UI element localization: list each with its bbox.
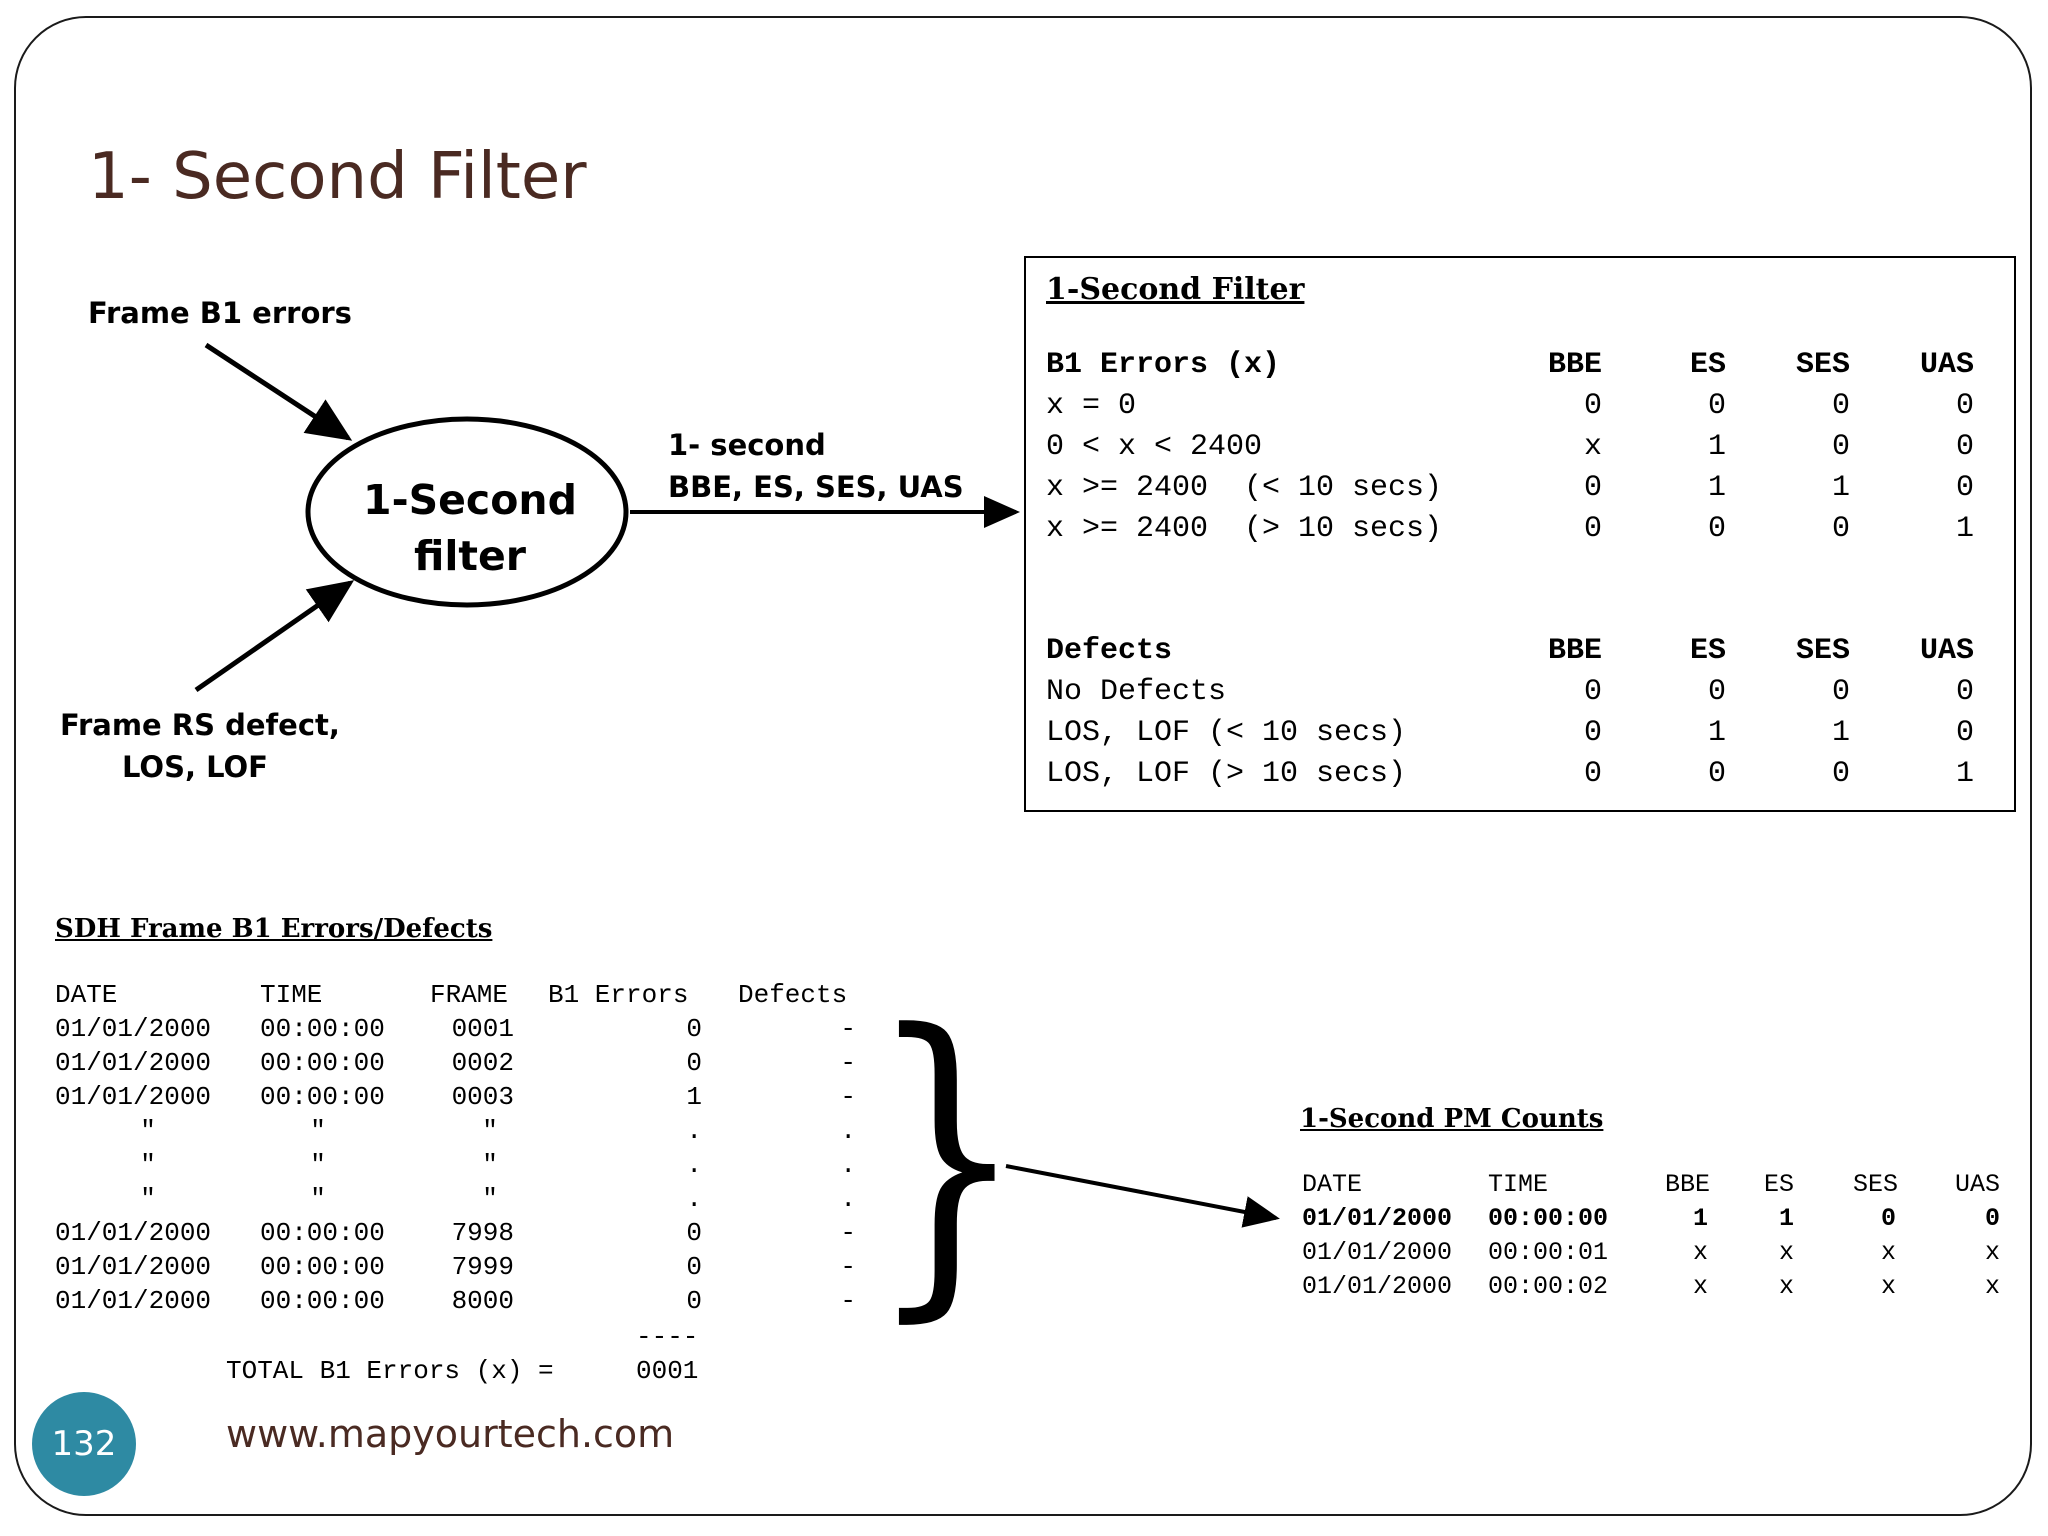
sdh-cell: - [840,1286,856,1316]
filter-header-cell: ES [1689,348,1726,382]
sdh-cell: 01/01/2000 [55,1286,212,1316]
pm-cell: x [1984,1272,2000,1301]
pm-cell: 0 [1880,1204,1896,1233]
sdh-cell: " [482,1150,498,1180]
pm-cell: 00:00:01 [1488,1238,1609,1267]
filter-cell: 1 [1831,471,1850,505]
sdh-cell: 0 [686,1286,702,1316]
filter-cell: 0 [1955,430,1974,464]
sdh-cell: " [310,1184,326,1214]
pm-cell: x [1880,1238,1896,1267]
filter-cell: 0 [1955,471,1974,505]
filter-header-cell: SES [1795,348,1850,382]
sdh-cell: . [686,1184,702,1214]
pm-header-cell: ES [1763,1170,1794,1199]
sdh-cell: 00:00:00 [260,1286,385,1316]
sdh-cell: 00:00:00 [260,1048,385,1078]
sdh-total-value: 0001 [636,1356,699,1386]
pm-cell: x [1880,1272,1896,1301]
filter-cell: x [1583,430,1602,464]
sdh-cell: " [310,1150,326,1180]
sdh-table-title: SDH Frame B1 Errors/Defects [55,914,493,944]
sdh-cell: . [840,1184,856,1214]
filter-header-cell: Defects [1046,634,1173,668]
label-rs-line1: Frame RS defect, [60,708,340,742]
sdh-cell: 0 [686,1218,702,1248]
filter-cell: 0 [1707,389,1726,423]
pm-cell: x [1984,1238,2000,1267]
sdh-header-cell: DATE [55,980,118,1010]
filter-cell: 0 < x < 2400 [1046,430,1263,464]
sdh-cell: - [840,1082,856,1112]
filter-cell: 0 [1955,716,1974,750]
sdh-cell: 01/01/2000 [55,1218,212,1248]
sdh-header-cell: Defects [738,980,848,1010]
sdh-cell: 00:00:00 [260,1014,385,1044]
filter-cell: 0 [1583,675,1602,709]
filter-cell: 0 [1583,389,1602,423]
filter-cell: 0 [1831,389,1850,423]
pm-cell: x [1778,1272,1794,1301]
sdh-cell: " [140,1150,156,1180]
arrow-rs-defect [196,583,350,690]
filter-cell: x >= 2400 (> 10 secs) [1046,512,1443,546]
filter-header-cell: BBE [1547,634,1602,668]
sdh-cell: - [840,1014,856,1044]
filter-header-cell: SES [1795,634,1850,668]
sdh-header-cell: FRAME [430,980,509,1010]
sdh-cell: - [840,1218,856,1248]
pm-cell: 01/01/2000 [1302,1272,1453,1301]
sdh-cell: . [686,1116,702,1146]
pm-cell: 1 [1692,1204,1708,1233]
filter-rules-box [1024,256,2016,812]
sdh-cell: 01/01/2000 [55,1252,212,1282]
filter-cell: 1 [1955,512,1974,546]
filter-cell: 0 [1583,471,1602,505]
sdh-cell: . [840,1150,856,1180]
filter-header-cell: BBE [1547,348,1602,382]
filter-cell: x = 0 [1046,389,1137,423]
sdh-cell: - [840,1252,856,1282]
pm-cell: 01/01/2000 [1302,1204,1453,1233]
filter-cell: 0 [1955,389,1974,423]
sdh-cell: 00:00:00 [260,1218,385,1248]
arrow-b1-errors [206,345,348,438]
filter-cell: 0 [1583,512,1602,546]
filter-cell: 0 [1707,675,1726,709]
sdh-cell: 0 [686,1048,702,1078]
filter-cell: 0 [1955,675,1974,709]
sdh-header-cell: B1 Errors [548,980,689,1010]
sdh-cell: 0002 [451,1048,514,1078]
pm-cell: 1 [1778,1204,1794,1233]
filter-cell: 0 [1831,675,1850,709]
filter-cell: 1 [1707,471,1726,505]
sdh-cell: 0001 [451,1014,514,1044]
arrow-to-pm [1006,1166,1276,1218]
sdh-cell: 0 [686,1252,702,1282]
pm-cell: 01/01/2000 [1302,1238,1453,1267]
label-frame-b1-errors: Frame B1 errors [88,296,352,330]
pm-cell: 00:00:02 [1488,1272,1609,1301]
sdh-total-label: TOTAL B1 Errors (x) = [226,1356,554,1386]
pm-cell: x [1692,1272,1708,1301]
sdh-header-cell: TIME [260,980,323,1010]
sdh-cell: 7998 [451,1218,514,1248]
filter-cell: No Defects [1046,675,1227,709]
pm-header-cell: UAS [1954,1170,2000,1199]
filter-cell: 1 [1955,757,1974,791]
slide-title: 1- Second Filter [88,140,587,214]
filter-header-cell: UAS [1919,634,1974,668]
sdh-cell: " [482,1116,498,1146]
sdh-cell: . [686,1150,702,1180]
sdh-cell: " [140,1116,156,1146]
curly-brace: } [868,965,1026,1349]
filter-cell: 1 [1831,716,1850,750]
label-frame-rs-defect [60,704,340,788]
label-output [668,424,964,508]
pm-header-cell: BBE [1664,1170,1710,1199]
sdh-cell: - [840,1048,856,1078]
filter-cell: 0 [1707,512,1726,546]
pm-header-cell: SES [1852,1170,1898,1199]
filter-cell: 0 [1831,757,1850,791]
sdh-cell: 01/01/2000 [55,1014,212,1044]
pm-header-cell: DATE [1302,1170,1363,1199]
filter-cell: 1 [1707,430,1726,464]
sdh-cell: 7999 [451,1252,514,1282]
pm-table-title: 1-Second PM Counts [1300,1104,1604,1134]
filter-cell: LOS, LOF (> 10 secs) [1046,757,1407,791]
filter-cell: x >= 2400 (< 10 secs) [1046,471,1443,505]
sdh-sum-line: ---- [636,1322,699,1352]
sdh-cell: " [310,1116,326,1146]
sdh-cell: 00:00:00 [260,1082,385,1112]
filter-header-cell: ES [1689,634,1726,668]
filter-cell: 0 [1583,757,1602,791]
filter-cell: LOS, LOF (< 10 secs) [1046,716,1407,750]
site-url: www.mapyourtech.com [226,1412,675,1456]
filter-header-cell: B1 Errors (x) [1046,348,1281,382]
pm-cell: x [1692,1238,1708,1267]
filter-rules-title: 1-Second Filter [1046,272,1305,307]
sdh-cell: 01/01/2000 [55,1048,212,1078]
filter-cell: 1 [1707,716,1726,750]
label-output-line1: 1- second [668,428,826,462]
pm-cell: x [1778,1238,1794,1267]
label-rs-line2: LOS, LOF [121,750,268,784]
pm-cell: 00:00:00 [1488,1204,1609,1233]
sdh-cell: 8000 [451,1286,514,1316]
page-number-badge: 132 [32,1392,136,1496]
filter-cell: 0 [1831,430,1850,464]
filter-node-line2: filter [413,532,527,580]
filter-node-label [305,472,635,584]
sdh-cell: " [482,1184,498,1214]
label-output-line2: BBE, ES, SES, UAS [668,470,964,504]
filter-cell: 0 [1583,716,1602,750]
sdh-cell: 0 [686,1014,702,1044]
pm-cell: 0 [1984,1204,2000,1233]
filter-cell: 0 [1831,512,1850,546]
sdh-cell: 1 [686,1082,702,1112]
sdh-cell: 00:00:00 [260,1252,385,1282]
sdh-cell: " [140,1184,156,1214]
sdh-cell: 0003 [451,1082,514,1112]
sdh-cell: . [840,1116,856,1146]
pm-header-cell: TIME [1488,1170,1549,1199]
filter-header-cell: UAS [1919,348,1974,382]
filter-node-line1: 1-Second [363,476,577,524]
sdh-cell: 01/01/2000 [55,1082,212,1112]
filter-cell: 0 [1707,757,1726,791]
